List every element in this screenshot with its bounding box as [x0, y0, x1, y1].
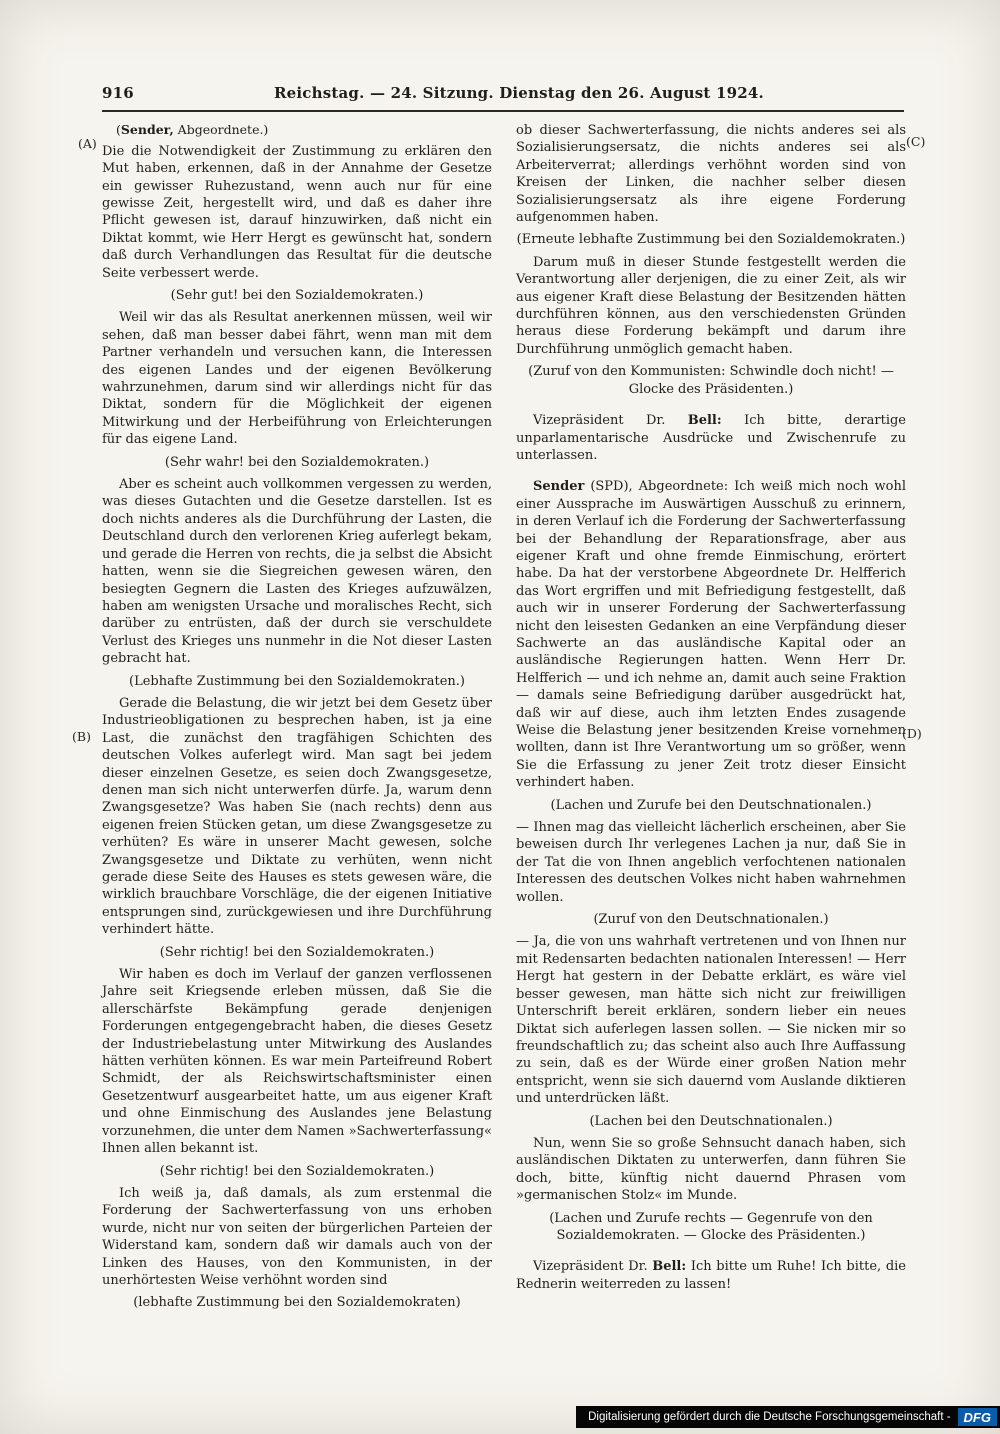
speaker-paragraph: Vizepräsident Dr. Bell: Ich bitte um Ruhe! Ich bitte, die Rednerin weiterreden zu lassen!: [516, 1259, 906, 1292]
paragraph: Aber es scheint auch vollkommen vergessen zu werden, was dieses Gutachten und die Gesetze darstellen. Ist es doch nichts anderes als die Durchführung der Lasten, die Deutschland durch den verlorenen Krieg auferlegt bekam, und gerade die Herren von rechts, die ja selbst die Absicht hatten, wenn sie die Siegreichen gewesen wären, den besiegten Gegnern die Lasten des Krieges aufzuwälzen, haben am wenigsten Ursache und moralisches Recht, sich darüber zu entrüsten, daß der durch sie verschuldete Verlust des Krieges uns nunmehr in die Not dieser Lasten gebracht hat.: [102, 477, 492, 667]
digitization-footer: [576, 1406, 1000, 1428]
stage-direction: (Zuruf von den Kommunisten: Schwindle doch nicht! — Glocke des Präsidenten.): [528, 364, 894, 397]
paragraph: Darum muß in dieser Stunde festgestellt werden die Verantwortung aller derjenigen, die zu einer Zeit, als wir aus eigener Kraft diese Belastung der Besitzenden hätten durchführen können, aus den verschiedensten Gründen heraus diese Forderung bekämpft und darum ihre Durchführung unmöglich gemacht haben.: [516, 254, 906, 357]
margin-marker-a: (A): [78, 136, 97, 151]
paragraph: — Ja, die von uns wahrhaft vertretenen und von Ihnen nur mit Redensarten bedachten nationalen Interessen! — Herr Hergt hat gestern in der Debatte erklärt, es wäre viel besser gewesen, man hätte sich nicht zur freiwilligen Unterschrift bereit erklären, sondern lieber ein neues Diktat sich auferlegen lassen sollen. — Sie nicken mir so freundschaftlich zu; das scheint also auch Ihre Auffassung zu sein, daß es der Würde einer großen Nation mehr entspricht, wenn sie sich dauernd vom Auslande diktieren und unterdrücken läßt.: [516, 934, 906, 1107]
margin-marker-b: (B): [72, 729, 91, 744]
dfg-logo: DFG: [958, 1408, 997, 1426]
stage-direction: (Lachen bei den Deutschnationalen.): [589, 1113, 833, 1129]
left-column: [102, 122, 492, 1317]
paragraph: Weil wir das als Resultat anerkennen müssen, weil wir sehen, daß man besser dabei fährt, wenn man mit dem Partner verhandeln und versuchen kann, die Interessen des eigenen Landes und der eigenen Bevölkerung wahrzunehmen, darum sind wir allerdings nicht für das Diktat, sondern für die Möglichkeit der eigenen Mitwirkung und der Herbeiführung von Erleichterungen für das eigene Land.: [102, 310, 492, 448]
stage-direction: (Lachen und Zurufe bei den Deutschnationalen.): [550, 797, 872, 813]
paragraph: — Ihnen mag das vielleicht lächerlich erscheinen, aber Sie beweisen durch Ihr verlegenes Lachen ja nur, daß Sie in der Tat die von Ihnen angeblich verfochtenen nationalen Interessen des deutschen Volkes nicht haben wahrnehmen wollen.: [516, 820, 906, 905]
stage-direction: (Lebhafte Zustimmung bei den Sozialdemokraten.): [129, 673, 465, 689]
stage-direction: (Sehr richtig! bei den Sozialdemokraten.): [159, 944, 435, 960]
stage-direction: (Zuruf von den Deutschnationalen.): [593, 912, 829, 928]
paragraph: Ich weiß ja, daß damals, als zum erstenmal die Forderung der Sachwerterfassung von uns erhoben wurde, nicht nur von seiten der bürgerlichen Parteien der Widerstand kam, sondern daß wir damals auch von der Linken des Hauses, von den Kommunisten, in der unerhörtesten Weise verhöhnt worden sind: [102, 1185, 492, 1288]
stage-direction: (Lachen und Zurufe rechts — Gegenrufe von den Sozialdemokraten. — Glocke des Präsidenten.): [549, 1210, 873, 1243]
speaker-paragraph: Vizepräsident Dr. Bell: Ich bitte, derartige unparlamentarische Ausdrücke und Zwischenrufe zu unterlassen.: [516, 413, 906, 463]
digitization-credit: Digitalisierung gefördert durch die Deutsche Forschungsgemeinschaft -: [588, 1411, 951, 1423]
margin-marker-c: (C): [906, 134, 926, 149]
margin-marker-d: (D): [902, 726, 922, 741]
speaker-note: (Sender, Abgeordnete.): [116, 122, 269, 137]
paragraph: ob dieser Sachwerterfassung, die nichts anderes sei als Sozialisierungsersatz, die nichts anderes sei als Arbeiterverrat; allerdings verhöhnt worden sind von Kreisen der Linken, die nachher selber diesen Sozialisierungsersatz als ihre eigene Forderung aufgenommen haben.: [516, 123, 906, 226]
page-title: Reichstag. — 24. Sitzung. Dienstag den 26. August 1924.: [273, 84, 764, 102]
stage-direction: (Sehr gut! bei den Sozialdemokraten.): [170, 288, 424, 303]
right-column: [516, 122, 906, 1317]
stage-direction: (Erneute lebhafte Zustimmung bei den Sozialdemokraten.): [516, 232, 906, 248]
stage-direction: (lebhafte Zustimmung bei den Sozialdemokraten): [133, 1295, 461, 1311]
page-header: [102, 84, 904, 102]
header-rule: [102, 110, 904, 112]
paragraph: Gerade die Belastung, die wir jetzt bei dem Gesetz über Industrieobligationen zu besprechen haben, ist ja eine Last, die zunächst den tragfähigen Schichten des deutschen Volkes auferlegt wird. Man sagt bei jedem dieser einzelnen Gesetze, es seien doch Zwangsgesetze, denen man sich nicht unterwerfen dürfe. Ja, warum denn Zwangsgesetze? Was haben Sie (nach rechts) denn aus eigenen freien Stücken getan, um diese Zwangsgesetze zu verhüten? Es wäre in unserer Macht gewesen, solche Zwangsgesetze und Diktate zu verhüten, wenn nicht gerade diese Seite des Hauses es stets gewesen wäre, die wirklich brauchbare Vorschläge, die der eigenen Initiative entsprungen sind, zurückgewiesen und ihre Durchführung verhindert hätte.: [102, 695, 492, 938]
page-number: 916: [102, 84, 134, 102]
stage-direction: (Sehr richtig! bei den Sozialdemokraten.): [159, 1163, 435, 1179]
paragraph: Die die Notwendigkeit der Zustimmung zu erklären den Mut haben, erkennen, daß in der Annahme der Gesetze ein gewisser Ruhezustand, wenn auch nur für eine gewisse Zeit, hergestellt wird, und daß es daher ihre Pflicht gewesen ist, darauf hinzuwirken, daß nicht ein Diktat kommt, wie Herr Hergt es gewünscht hat, sondern daß durch Verhandlungen das Resultat für die deutsche Seite verbessert werde.: [102, 143, 492, 281]
paragraph: Nun, wenn Sie so große Sehnsucht danach haben, sich ausländischen Diktaten zu unterwerfen, dann führen Sie doch, bitte, künftig nicht dauernd Phrasen vom »germanischen Stolz« im Munde.: [516, 1135, 906, 1204]
speaker-paragraph: Sender (SPD), Abgeordnete: Ich weiß mich noch wohl einer Aussprache im Auswärtigen Ausschuß zu erinnern, in deren Verlauf ich die Forderung der Sachwerterfassung bei der Behandlung der Reparationsfrage, aber aus eigener Kraft und ohne fremde Einmischung, erörtert habe. Da hat der verstorbene Abgeordnete Dr. Helfferich das Wort ergriffen und mit Befriedigung festgestellt, daß auch wir in unserer Forderung der Sachwerterfassung nicht den leisesten Gedanken an eine Verpfändung dieser Sachwerte an das ausländische Kapital oder an ausländische Regierungen hatten. Wenn Herr Dr. Helfferich — und ich nehme an, damit auch seine Fraktion — damals seine Befriedigung darüber ausgedrückt hat, daß wir auf diese, auch ihm letzten Endes zusagende Weise die Belastung jener besitzenden Kreise vornehmen wollten, dann ist Ihre Verantwortung um so größer, wenn Sie die Erfassung zu jener Zeit trotz dieser Einsicht verhindert haben.: [516, 479, 906, 791]
paragraph: Wir haben es doch im Verlauf der ganzen verflossenen Jahre seit Kriegsende erleben müssen, daß Sie die allerschärfste Bekämpfung gerade denjenigen Forderungen entgegengebracht haben, die dieses Gesetz der Industriebelastung unter Mitwirkung des Auslandes hätten verhüten können. Es war mein Parteifreund Robert Schmidt, der als Reichswirtschaftsminister einen Gesetzentwurf ausgearbeitet hatte, um aus eigener Kraft und ohne Einmischung des Auslandes jene Belastung vorzunehmen, die unter dem Namen »Sachwerterfassung« Ihnen allen bekannt ist.: [102, 967, 492, 1157]
text-columns: [102, 122, 906, 1317]
stage-direction: (Sehr wahr! bei den Sozialdemokraten.): [164, 454, 430, 470]
